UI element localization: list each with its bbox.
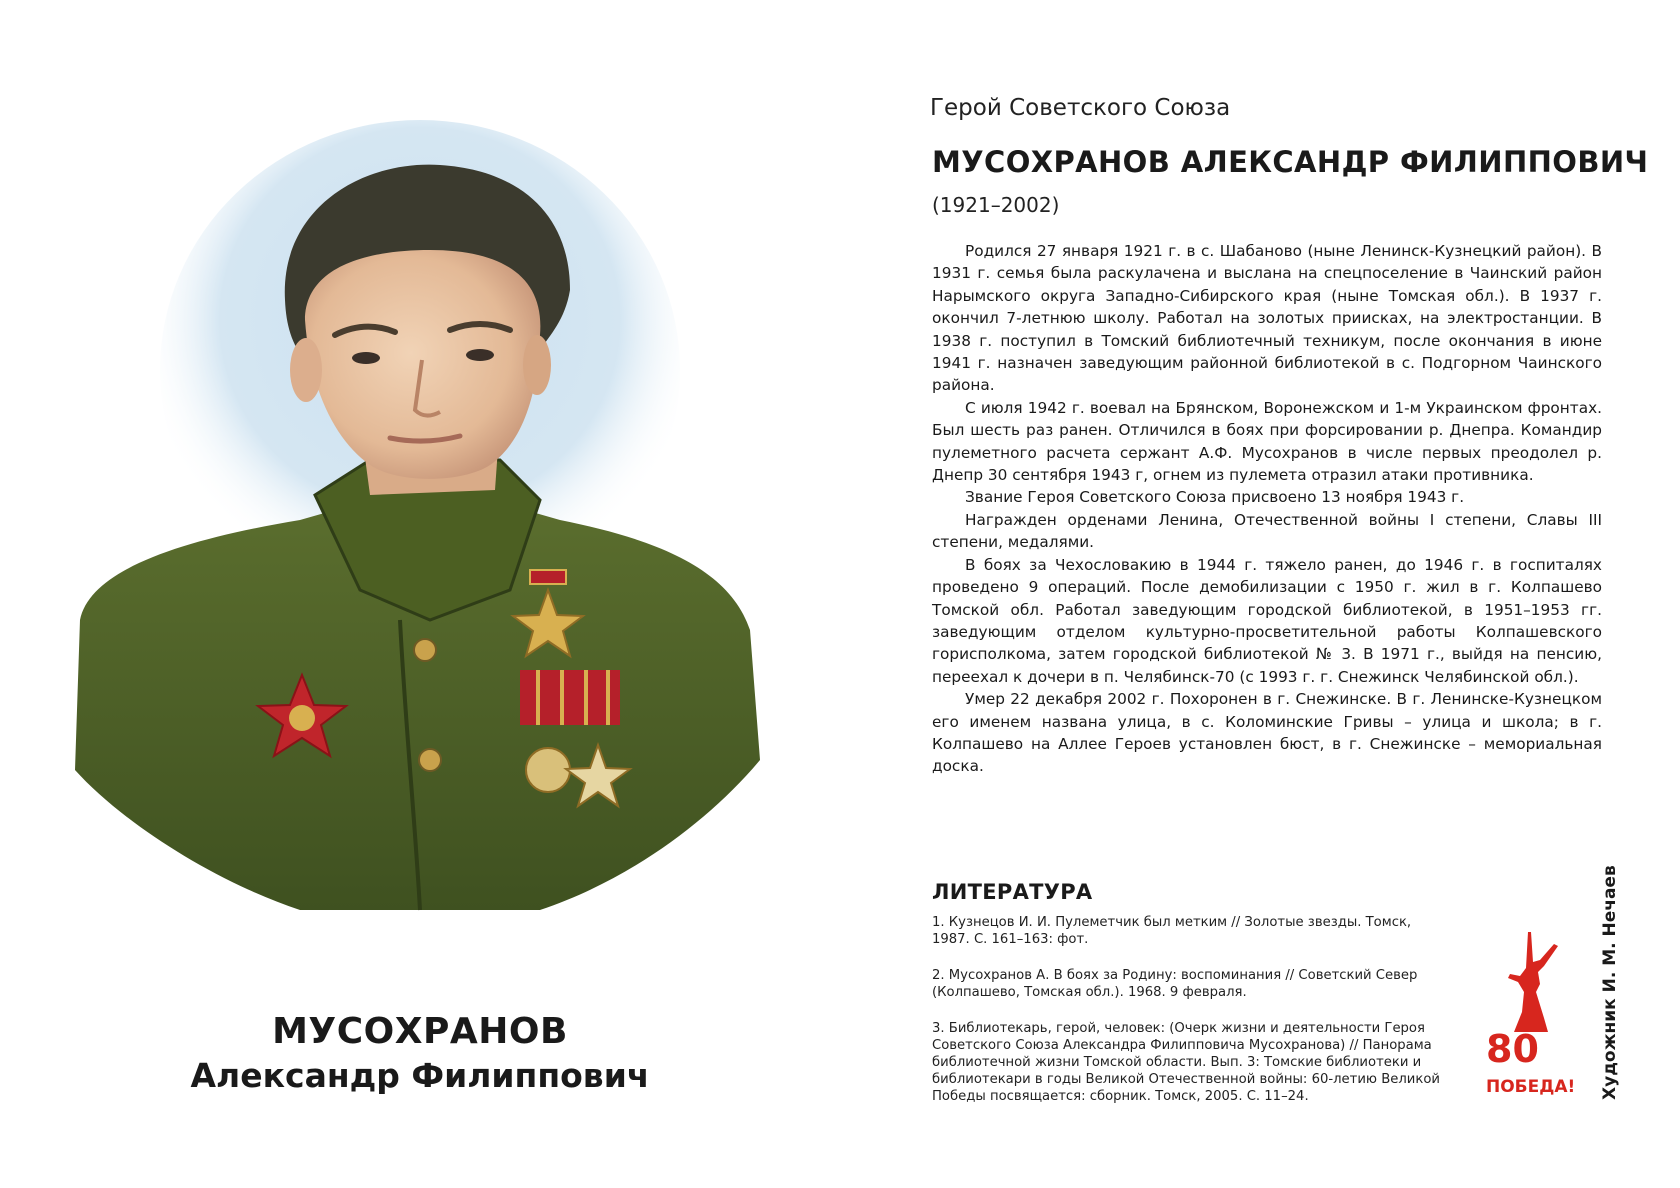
button: [414, 639, 436, 661]
bio-paragraph: Родился 27 января 1921 г. в с. Шабаново (ныне Ленинск-Кузнецкий район). В 1931 г. семья была раскулачена и выслана на спецпоселение в Чаинский район Нарымского округа Западно-Сибирского края (ныне Томская обл.). В 1937 г. окончил 7-летнюю школу. Работал на золотых приисках, на электростанции. В 1938 г. поступил в Томский библиотечный техникум, после окончания в июне 1941 г. назначен заведующим районной библиотекой в с. Подгорном Чаинского района.: [932, 242, 1602, 395]
page-title: МУСОХРАНОВ АЛЕКСАНДР ФИЛИППОВИЧ: [932, 145, 1649, 179]
artist-credit: Художник И. М. Нечаев: [1600, 865, 1620, 1100]
logo-number: 80: [1486, 1027, 1539, 1071]
literature-item: 3. Библиотекарь, герой, человек: (Очерк жизни и деятельности Героя Советского Союза Александра Филипповича Мусохранова) // Панорама библиотечной жизни Томской области. Вып. 3: Томские библиотеки и библиотекари в годы Великой Отечественной войны: 60-летию Великой Победы посвящается: сборник. Томск, 2005. С. 11–24.: [932, 1021, 1440, 1104]
caption-given-names: Александр Филиппович: [190, 1056, 650, 1095]
button: [419, 749, 441, 771]
bio-paragraph: В боях за Чехословакию в 1944 г. тяжело ранен, до 1946 г. в госпиталях проведено 9 операций. После демобилизации с 1950 г. жил в г. Колпашево Томской обл. Работал заведующим городской библиотекой, в 1951–1953 гг. заведующим отделом культурно-просветительной работы Колпашевского горисполкома, затем городской библиотекой № 3. В 1971 г., выйдя на пенсию, переехал к дочери в п. Челябинск-70 (с 1993 г. г. Снежинск Челябинской обл.).: [932, 555, 1602, 686]
bio-paragraph: Звание Героя Советского Союза присвоено 13 ноября 1943 г.: [965, 488, 1465, 507]
medal-ribbons: [520, 670, 620, 725]
motherland-statue-icon: [1508, 932, 1558, 1032]
bio-paragraph: С июля 1942 г. воевал на Брянском, Воронежском и 1-м Украинском фронтах. Был шесть раз ранен. Отличился в боях при форсировании р. Днепра. Командир пулеметного расчета сержант А.Ф. Мусохранов в числе первых преодолел р. Днепр 30 сентября 1943 г, огнем из пулемета отразил атаки противника.: [932, 398, 1602, 485]
caption-surname: МУСОХРАНОВ: [272, 1011, 568, 1052]
medal: [526, 748, 570, 792]
victory-80-logo: [1484, 922, 1580, 1102]
bio-paragraph: Умер 22 декабря 2002 г. Похоронен в г. Снежинске. В г. Ленинске-Кузнецком его именем названа улица, в с. Коломинские Гривы – улица и школа; в г. Колпашево на Аллее Героев установлен бюст, в г. Снежинске – мемориальная доска.: [932, 690, 1602, 776]
logo-word: ПОБЕДА!: [1486, 1077, 1576, 1097]
literature-heading: ЛИТЕРАТУРА: [932, 880, 1093, 904]
literature-list: [932, 914, 1452, 1124]
portrait-caption: [70, 1010, 770, 1098]
literature-item: 1. Кузнецов И. И. Пулеметчик был метким // Золотые звезды. Томск, 1987. С. 161–163: фот.: [932, 915, 1412, 947]
hero-star-ribbon: [530, 570, 566, 584]
biography: [932, 240, 1602, 778]
bio-paragraph: Награжден орденами Ленина, Отечественной войны I степени, Славы III степени, медалями.: [932, 510, 1602, 552]
life-years: (1921–2002): [932, 193, 1060, 217]
page-subtitle: Герой Советского Союза: [930, 95, 1231, 121]
literature-item: 2. Мусохранов А. В боях за Родину: воспоминания // Советский Север (Колпашево, Томская обл.). 1968. 9 февраля.: [932, 968, 1418, 1000]
portrait-painting: [70, 120, 760, 920]
